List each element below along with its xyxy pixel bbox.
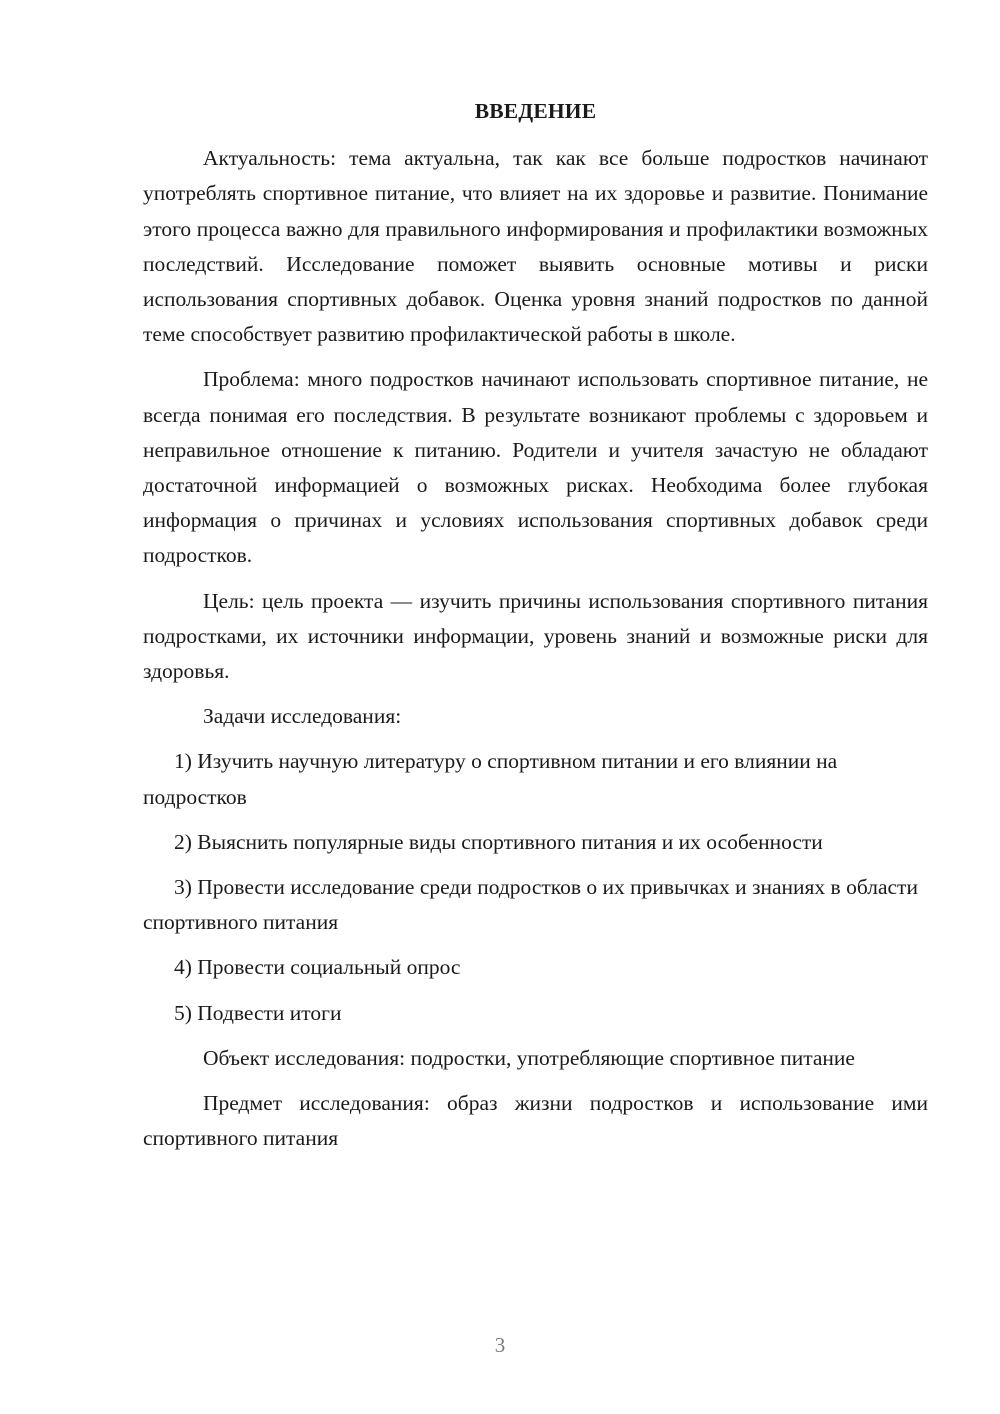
problem-paragraph: Проблема: много подростков начинают использовать спортивное питание, не всегда понимая его последствия. В результате возникают проблемы с здоровьем и неправильное отношение к питанию. Родители и учителя зачастую не обладают достаточной информацией о возможных рисках. Необходима более глубокая информация о причинах и условиях использования спортивных добавок среди подростков. xyxy=(143,367,928,568)
goal-paragraph: Цель: цель проекта — изучить причины использования спортивного питания подростками, их источники информации, уровень знаний и возможные риски для здоровья. xyxy=(143,588,928,684)
task-item-1: 1) Изучить научную литературу о спортивном питании и его влиянии на подростков xyxy=(143,749,838,809)
task-item-3: 3) Провести исследование среди подростков о их привычках и знаниях в области спортивного питания xyxy=(143,875,918,935)
task-item-4: 4) Провести социальный опрос xyxy=(174,955,461,980)
page-number: 3 xyxy=(494,1333,506,1357)
page-content xyxy=(143,94,928,1166)
task-item-5: 5) Подвести итоги xyxy=(174,1000,342,1025)
task-item-2: 2) Выяснить популярные виды спортивного питания и их особенности xyxy=(174,829,823,854)
tasks-title: Задачи исследования: xyxy=(203,704,402,729)
relevance-paragraph: Актуальность: тема актуальна, так как все больше подростков начинают употреблять спортивное питание, что влияет на их здоровье и развитие. Понимание этого процесса важно для правильного информирования и профилактики возможных последствий. Исследование поможет выявить основные мотивы и риски использования спортивных добавок. Оценка уровня знаний подростков по данной теме способствует развитию профилактической работы в школе. xyxy=(143,146,928,347)
object-paragraph: Объект исследования: подростки, употребляющие спортивное питание xyxy=(203,1045,855,1070)
subject-paragraph: Предмет исследования: образ жизни подростков и использование ими спортивного питания xyxy=(143,1091,928,1151)
section-heading: ВВЕДЕНИЕ xyxy=(474,99,597,123)
